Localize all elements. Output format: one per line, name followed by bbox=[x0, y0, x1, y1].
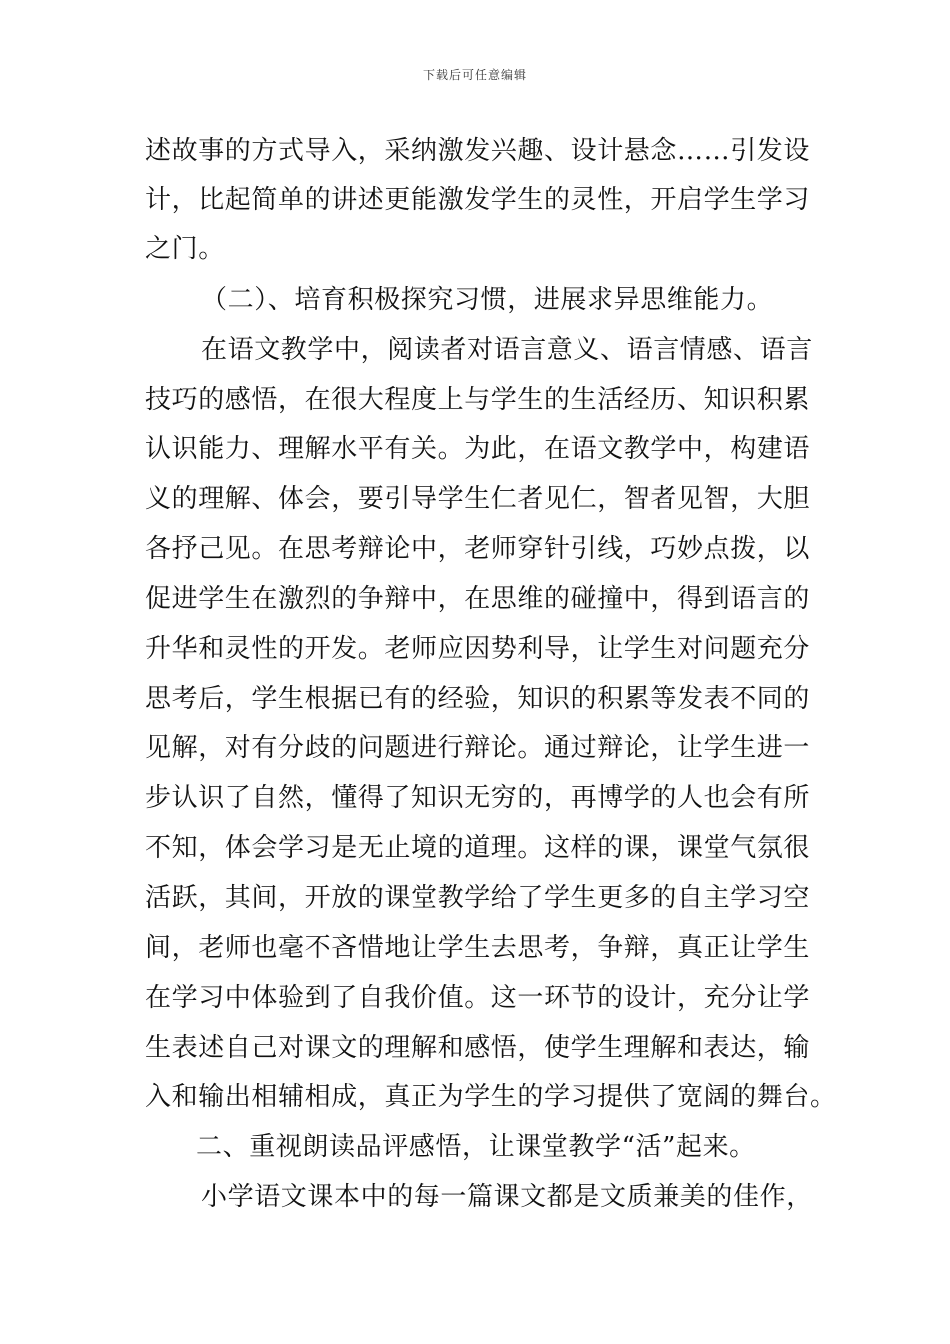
section-heading: （二）、培育积极探究习惯，进展求异思维能力。 bbox=[201, 285, 774, 315]
text-line: 义的理解、体会，要引导学生仁者见仁，智者见智，大胆 bbox=[145, 484, 811, 514]
text-line: 活跃，其间，开放的课堂教学给了学生更多的自主学习空 bbox=[145, 883, 811, 913]
text-line: 入和输出相辅相成，真正为学生的学习提供了宽阔的舞台。 bbox=[145, 1082, 837, 1112]
text-line: 小学语文课本中的每一篇课文都是文质兼美的佳作， bbox=[201, 1182, 813, 1212]
text-line: 在语文教学中，阅读者对语言意义、语言情感、语言 bbox=[201, 335, 813, 365]
text-line: 之门。 bbox=[145, 234, 225, 264]
text-line: 见解，对有分歧的问题进行辩论。通过辩论，让学生进一 bbox=[145, 733, 811, 763]
text-line: 促进学生在激烈的争辩中，在思维的碰撞中，得到语言的 bbox=[145, 584, 811, 614]
section-heading: 二、重视朗读品评感悟，让课堂教学“活”起来。 bbox=[196, 1132, 756, 1162]
text-line: 步认识了自然，懂得了知识无穷的，再博学的人也会有所 bbox=[145, 783, 811, 813]
text-line: 技巧的感悟，在很大程度上与学生的生活经历、知识积累 bbox=[145, 385, 811, 415]
text-line: 在学习中体验到了自我价值。这一环节的设计，充分让学 bbox=[145, 983, 811, 1013]
text-line: 间，老师也毫不吝惜地让学生去思考，争辩，真正让学生 bbox=[145, 933, 811, 963]
text-line: 思考后，学生根据已有的经验，知识的积累等发表不同的 bbox=[145, 684, 811, 714]
text-line: 不知，体会学习是无止境的道理。这样的课，课堂气氛很 bbox=[145, 833, 811, 863]
text-line: 计，比起简单的讲述更能激发学生的灵性，开启学生学习 bbox=[145, 185, 811, 215]
page-header: 下载后可任意编辑 bbox=[422, 68, 527, 82]
text-line: 认识能力、理解水平有关。为此，在语文教学中，构建语 bbox=[145, 434, 811, 464]
text-line: 生表述自己对课文的理解和感悟，使学生理解和表达，输 bbox=[145, 1033, 811, 1063]
text-line: 升华和灵性的开发。老师应因势利导，让学生对问题充分 bbox=[145, 634, 811, 664]
text-line: 各抒己见。在思考辩论中，老师穿针引线，巧妙点拨，以 bbox=[145, 534, 811, 564]
text-line: 述故事的方式导入，采纳激发兴趣、设计悬念……引发设 bbox=[145, 136, 811, 166]
